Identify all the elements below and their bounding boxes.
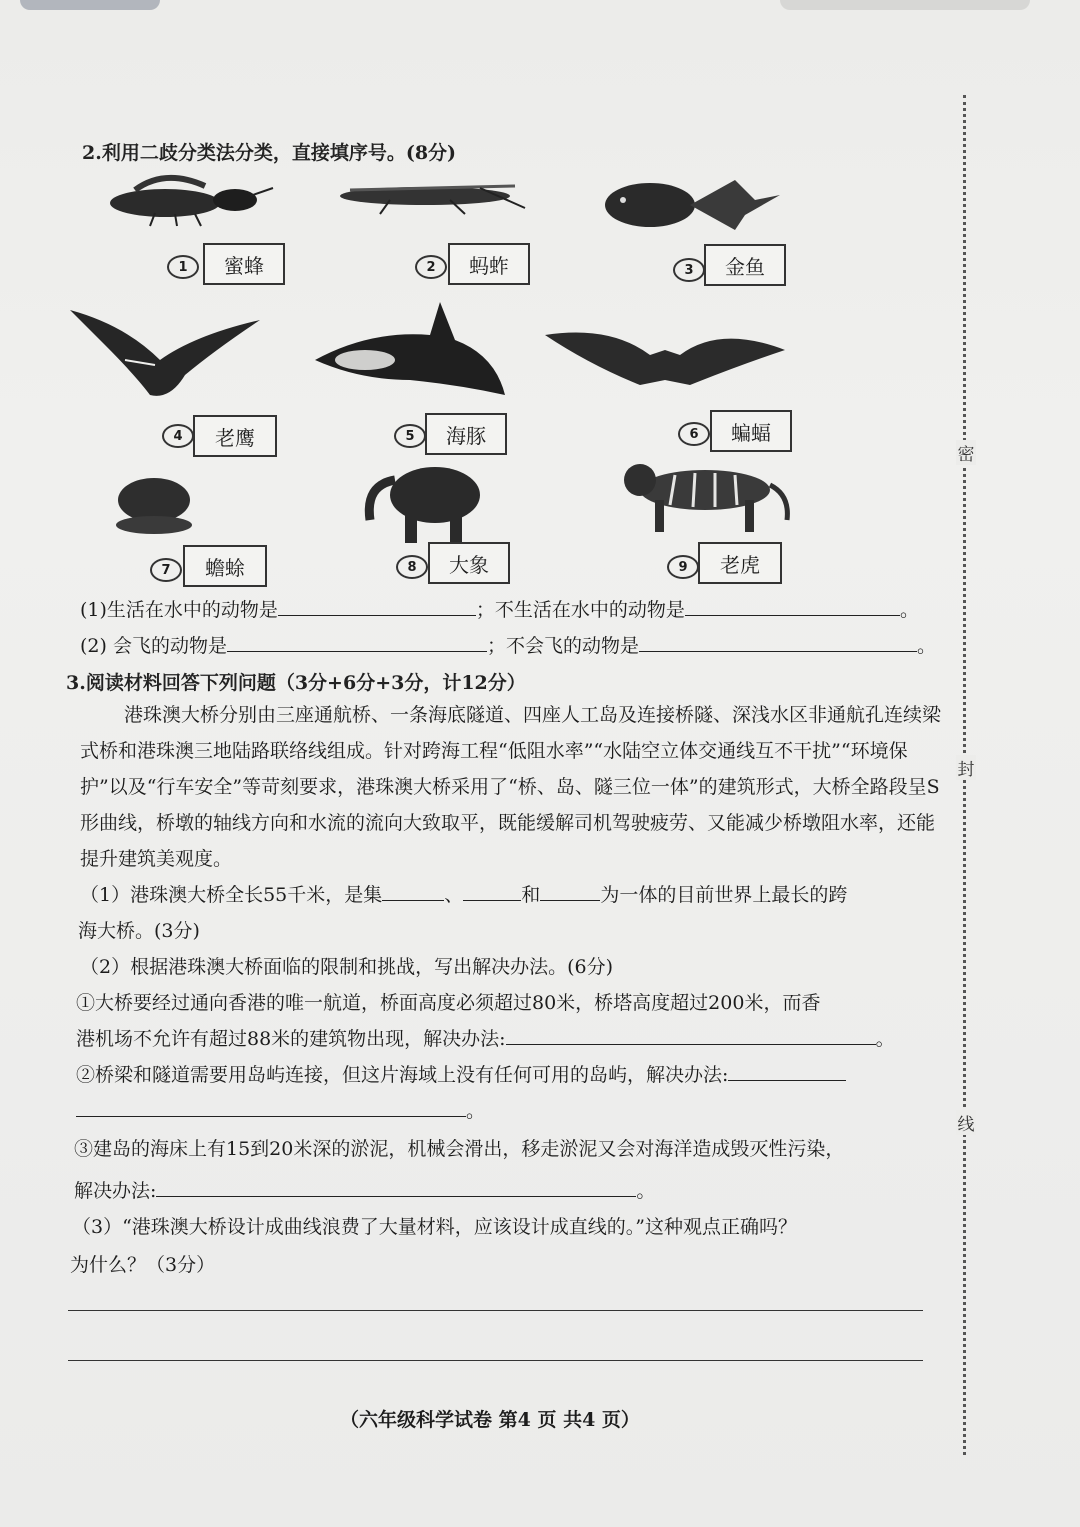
q3-item-2-cont	[76, 1096, 485, 1123]
question-2-title: 2.利用二歧分类法分类，直接填序号。(8分)	[82, 142, 457, 164]
q2-line-1	[80, 595, 919, 622]
answer-blank[interactable]	[540, 880, 600, 901]
answer-blank[interactable]	[76, 1096, 466, 1117]
q3-sub-3a: （3）“港珠澳大桥设计成曲线浪费了大量材料，应该设计成直线的。”这种观点正确吗？	[72, 1216, 798, 1238]
q2-line-1-prefix: (1)生活在水中的动物是	[80, 599, 278, 621]
question-3-title: 3.阅读材料回答下列问题（3分+6分+3分，计12分）	[66, 672, 526, 694]
q2-line-1-end: 。	[899, 599, 919, 621]
q3-sub-2: （2）根据港珠澳大桥面临的限制和挑战，写出解决办法。(6分)	[80, 956, 614, 978]
q3-sub-1-cont: 海大桥。(3分)	[78, 920, 200, 942]
animal-label-box: 海豚	[425, 413, 507, 455]
q3-item-3b-text: 解决办法:	[74, 1180, 157, 1202]
q3-sub-1-suffix: 为一体的目前世界上最长的跨	[600, 884, 848, 906]
q3-sub-1-sep: 、	[444, 884, 464, 906]
q3-sub-3b: 为什么？（3分）	[70, 1254, 216, 1276]
item-number: 4	[162, 424, 194, 448]
answer-blank[interactable]	[639, 631, 917, 652]
scan-smudge	[780, 0, 1030, 10]
animal-label-box: 老虎	[698, 542, 782, 584]
page-footer: （六年级科学试卷 第4 页 共4 页）	[340, 1409, 640, 1431]
q3-item-2-end: 。	[466, 1100, 486, 1122]
animal-label-box: 蚂蚱	[448, 243, 530, 285]
q3-item-3b	[74, 1176, 655, 1203]
q2-line-1-middle: ；不生活在水中的动物是	[475, 599, 685, 621]
answer-line[interactable]	[68, 1360, 923, 1361]
answer-blank[interactable]	[227, 631, 487, 652]
q3-item-3-end: 。	[636, 1180, 656, 1202]
item-number: 8	[396, 555, 428, 579]
animal-label-box: 蟾蜍	[183, 545, 267, 587]
animal-label-box: 老鹰	[193, 415, 277, 457]
q2-line-2-prefix: (2) 会飞的动物是	[80, 635, 227, 657]
q2-line-2-end: 。	[916, 635, 936, 657]
q2-line-2	[80, 631, 936, 658]
bee-icon	[95, 168, 275, 228]
eagle-icon	[65, 305, 265, 400]
answer-blank[interactable]	[278, 595, 476, 616]
item-number: 3	[673, 258, 705, 282]
answer-blank[interactable]	[728, 1060, 846, 1081]
item-number: 9	[667, 555, 699, 579]
answer-blank[interactable]	[506, 1024, 876, 1045]
q3-item-2	[76, 1060, 846, 1087]
binding-mark: 密	[956, 440, 976, 465]
grasshopper-icon	[330, 168, 530, 218]
answer-blank[interactable]	[685, 595, 900, 616]
q3-sub-1-prefix: （1）港珠澳大桥全长55千米，是集	[80, 884, 383, 906]
answer-blank[interactable]	[156, 1176, 636, 1197]
dolphin-icon	[310, 300, 510, 400]
animal-label-box: 金鱼	[704, 244, 786, 286]
q3-item-1a: ①大桥要经过通向香港的唯一航道，桥面高度必须超过80米，桥塔高度超过200米，而香	[76, 992, 821, 1014]
q3-item-3a: ③建岛的海床上有15到20米深的淤泥，机械会滑出，移走淤泥又会对海洋造成毁灭性污染，	[74, 1138, 845, 1160]
item-number: 1	[167, 255, 199, 279]
animal-label-box: 蜜蜂	[203, 243, 285, 285]
item-number: 6	[678, 422, 710, 446]
item-number: 5	[394, 424, 426, 448]
animal-label-box: 蝙蝠	[710, 410, 792, 452]
scan-smudge	[20, 0, 160, 10]
answer-blank[interactable]	[382, 880, 444, 901]
q3-sub-1-and: 和	[521, 884, 541, 906]
q3-item-1b	[76, 1024, 895, 1051]
reading-passage: 港珠澳大桥分别由三座通航桥、一条海底隧道、四座人工岛及连接桥隧、深浅水区非通航孔连续梁式桥和港珠澳三地陆路联络线组成。针对跨海工程“低阻水率”“水陆空立体交通线互不干扰”“环境保护”以及“行车安全”等苛刻要求，港珠澳大桥采用了“桥、岛、隧三位一体”的建筑形式，大桥全路段呈S形曲线，桥墩的轴线方向和水流的流向大致取平，既能缓解司机驾驶疲劳、又能减少桥墩阻水率，还能提升建筑美观度。	[80, 704, 942, 870]
binding-mark: 封	[956, 755, 976, 780]
q3-sub-1	[80, 880, 847, 907]
goldfish-icon	[595, 170, 785, 240]
bat-icon	[540, 325, 790, 400]
animal-label-box: 大象	[428, 542, 510, 584]
item-number: 2	[415, 255, 447, 279]
q3-item-1b-text: 港机场不允许有超过88米的建筑物出现，解决办法:	[76, 1028, 506, 1050]
q2-line-2-middle: ；不会飞的动物是	[486, 635, 639, 657]
item-number: 7	[150, 558, 182, 582]
tiger-icon	[615, 455, 790, 535]
q3-item-1-end: 。	[875, 1028, 895, 1050]
binding-mark: 线	[956, 1110, 976, 1135]
toad-icon	[112, 470, 197, 540]
elephant-icon	[360, 460, 485, 545]
answer-line[interactable]	[68, 1310, 923, 1311]
q3-item-2-text: ②桥梁和隧道需要用岛屿连接，但这片海域上没有任何可用的岛屿，解决办法:	[76, 1064, 729, 1086]
answer-blank[interactable]	[463, 880, 521, 901]
